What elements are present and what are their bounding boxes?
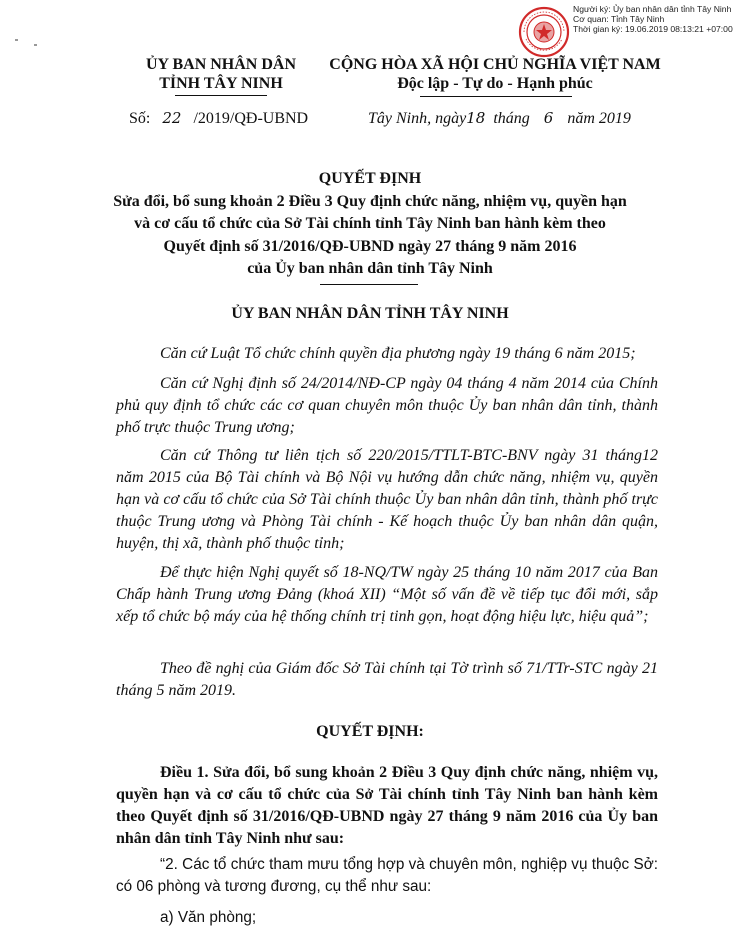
legal-basis: Căn cứ Nghị định số 24/2014/NĐ-CP ngày 04 tháng 4 năm 2014 của Chính phủ quy định tổ chức các cơ quan chuyên môn thuộc Ủy ban nhân dân tỉnh, thành phố trực thuộc Trung ương;: [116, 375, 658, 436]
number-suffix: /2019/QĐ-UBND: [193, 110, 309, 127]
title-underline: [320, 284, 418, 285]
scan-speck: [34, 44, 37, 46]
date-day: 18: [466, 109, 486, 127]
date-month-label: tháng: [493, 110, 530, 127]
item-a: a) Văn phòng;: [160, 909, 257, 926]
document-number: [129, 109, 308, 128]
signature-agency: Cơ quan: Tỉnh Tây Ninh: [573, 14, 665, 24]
legal-basis: Theo đề nghị của Giám đốc Sở Tài chính tại Tờ trình số 71/TTr-STC ngày 21 tháng 5 năm 2019.: [116, 660, 658, 699]
legal-basis: Căn cứ Luật Tổ chức chính quyền địa phương ngày 19 tháng 6 năm 2015;: [160, 345, 636, 362]
scan-speck: [15, 39, 18, 41]
decision-subject-line: Sửa đổi, bổ sung khoản 2 Điều 3 Quy định chức năng, nhiệm vụ, quyền hạn: [113, 193, 627, 210]
org-name-line1: ỦY BAN NHÂN DÂN: [145, 56, 297, 73]
place-date: [368, 109, 631, 128]
signature-time: Thời gian ký: 19.06.2019 08:13:21 +07:00: [573, 24, 733, 34]
date-prefix: Tây Ninh, ngày: [368, 110, 467, 127]
decision-subject-line: và cơ cấu tổ chức của Sở Tài chính tỉnh Tây Ninh ban hành kèm theo: [134, 215, 606, 232]
decision-title: QUYẾT ĐỊNH: [318, 170, 422, 187]
legal-basis: Để thực hiện Nghị quyết số 18-NQ/TW ngày 25 tháng 10 năm 2017 của Ban Chấp hành Trung ương Đảng (khoá XII) “Một số vấn đề về tiếp tục đổi mới, sắp xếp tổ chức bộ máy của hệ thống chính trị tinh gọn, hoạt động hiệu lực, hiệu quả”;: [116, 564, 658, 625]
nation-motto: Độc lập - Tự do - Hạnh phúc: [397, 75, 593, 92]
signature-signer: Người ký: Ủy ban nhân dân tỉnh Tây Ninh: [573, 4, 732, 14]
date-suffix: năm 2019: [567, 110, 631, 127]
date-month: 6: [543, 109, 554, 127]
article-1: Điều 1. Sửa đổi, bổ sung khoản 2 Điều 3 Quy định chức năng, nhiệm vụ, quyền hạn và cơ cấu tổ chức của Sở Tài chính tỉnh Tây Ninh ban hành kèm theo Quyết định số 31/2016/QĐ-UBND ngày 27 tháng 9 năm 2016 của Ủy ban nhân dân tỉnh Tây Ninh như sau:: [116, 764, 658, 847]
decision-subject-line: của Ủy ban nhân dân tỉnh Tây Ninh: [247, 260, 493, 277]
legal-basis: Căn cứ Thông tư liên tịch số 220/2015/TTLT-BTC-BNV ngày 31 tháng12 năm 2015 của Bộ Tài chính và Bộ Nội vụ hướng dẫn chức năng, nhiệm vụ, quyền hạn và cơ cấu tổ chức của Sở Tài chính thuộc Ủy ban nhân dân tỉnh, thành phố trực thuộc Trung ương và Phòng Tài chính - Kế hoạch thuộc Ủy ban nhân dân quận, huyện, thị xã, thành phố thuộc tỉnh;: [116, 447, 658, 552]
digital-signature-info: [573, 4, 735, 34]
ruling-heading: QUYẾT ĐỊNH:: [316, 723, 424, 740]
org-name-line2: TỈNH TÂY NINH: [159, 75, 283, 92]
motto-underline: [420, 96, 572, 97]
issuer-heading: ỦY BAN NHÂN DÂN TỈNH TÂY NINH: [231, 305, 509, 322]
decision-subject-line: Quyết định số 31/2016/QĐ-UBND ngày 27 tháng 9 năm 2016: [163, 238, 577, 255]
number-prefix: Số:: [129, 110, 151, 127]
org-underline: [175, 95, 267, 96]
nation-title: CỘNG HÒA XÃ HỘI CHỦ NGHĨA VIỆT NAM: [329, 56, 661, 73]
clause-2: “2. Các tổ chức tham mưu tổng hợp và chuyên môn, nghiệp vụ thuộc Sở: có 06 phòng và tương đương, cụ thể như sau:: [116, 856, 658, 895]
red-seal-stamp: [518, 6, 570, 58]
number-handwritten: 22: [162, 109, 182, 127]
